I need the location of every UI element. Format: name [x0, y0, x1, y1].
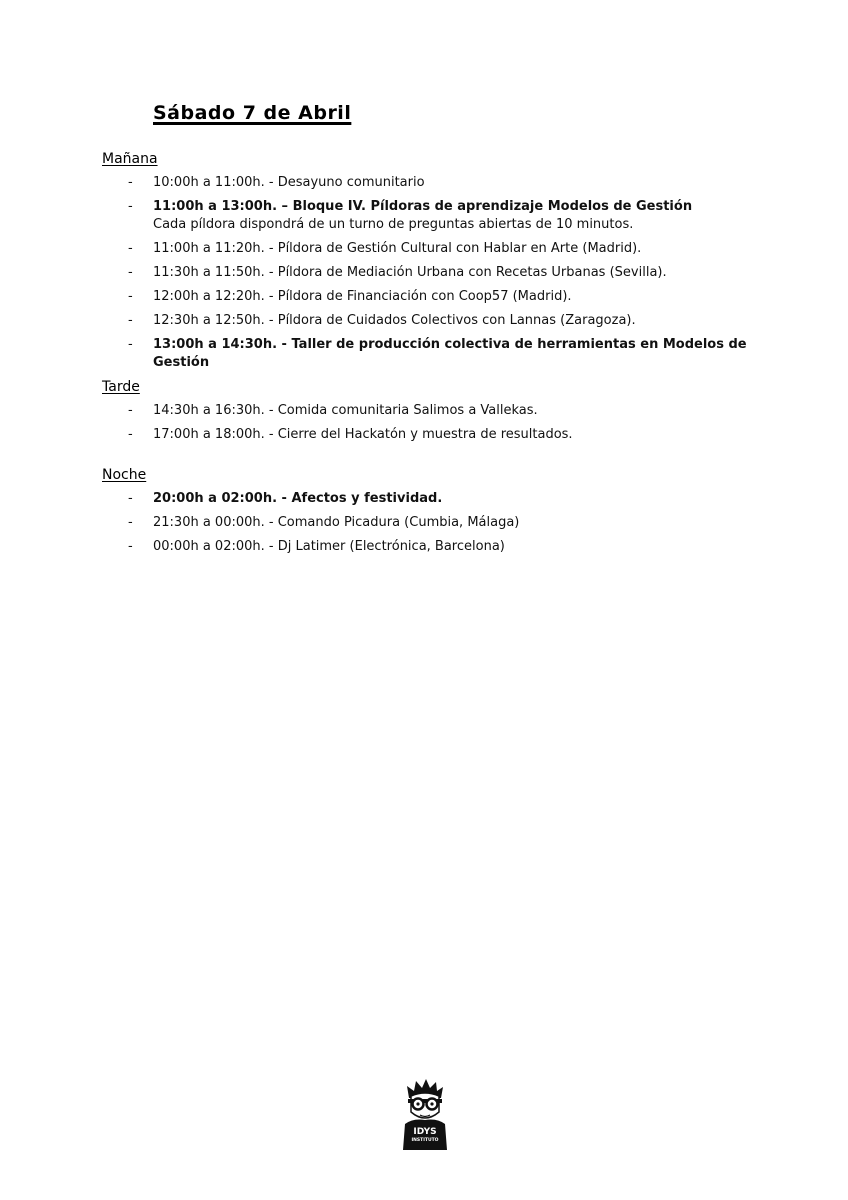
section-heading-tarde: Tarde — [102, 379, 140, 395]
section-heading-noche: Noche — [102, 467, 147, 483]
schedule-list-tarde — [102, 402, 802, 444]
section-noche — [102, 465, 802, 562]
list-item — [102, 240, 802, 258]
item-text: 17:00h a 18:00h. - Cierre del Hackatón y muestra de resultados. — [153, 427, 573, 442]
bullet-dash: - — [128, 175, 133, 190]
bullet-dash: - — [128, 491, 133, 506]
section-heading-manana: Mañana — [102, 151, 158, 167]
bullet-dash: - — [128, 403, 133, 418]
list-item — [102, 174, 802, 192]
item-text: 20:00h a 02:00h. - Afectos y festividad. — [153, 491, 443, 506]
bullet-dash: - — [128, 515, 133, 530]
list-item — [102, 490, 802, 508]
item-text: 13:00h a 14:30h. - Taller de producción colectiva de herramientas en Modelos de Gestión — [153, 337, 747, 370]
item-subtext: Cada píldora dispondrá de un turno de preguntas abiertas de 10 minutos. — [153, 217, 634, 232]
logo-text-idys: IDYS — [413, 1127, 437, 1137]
item-text: 12:30h a 12:50h. - Píldora de Cuidados Colectivos con Lannas (Zaragoza). — [153, 313, 636, 328]
item-text: 11:00h a 11:20h. - Píldora de Gestión Cultural con Hablar en Arte (Madrid). — [153, 241, 642, 256]
page-title: Sábado 7 de Abril — [153, 102, 352, 124]
section-tarde — [102, 377, 802, 450]
section-manana — [102, 149, 802, 378]
bullet-dash: - — [128, 427, 133, 442]
bullet-dash: - — [128, 265, 133, 280]
list-item — [102, 336, 802, 372]
item-text: 10:00h a 11:00h. - Desayuno comunitario — [153, 175, 425, 190]
schedule-list-noche — [102, 490, 802, 556]
list-item — [102, 288, 802, 306]
list-item — [102, 312, 802, 330]
item-text: 00:00h a 02:00h. - Dj Latimer (Electrónica, Barcelona) — [153, 539, 505, 554]
list-item — [102, 514, 802, 532]
bullet-dash: - — [128, 289, 133, 304]
list-item — [102, 198, 802, 234]
bullet-dash: - — [128, 539, 133, 554]
schedule-list-manana — [102, 174, 802, 372]
list-item — [102, 402, 802, 420]
idys-logo-icon — [399, 1078, 451, 1150]
item-text: 14:30h a 16:30h. - Comida comunitaria Salimos a Vallekas. — [153, 403, 538, 418]
list-item — [102, 538, 802, 556]
item-text: 21:30h a 00:00h. - Comando Picadura (Cumbia, Málaga) — [153, 515, 520, 530]
bullet-dash: - — [128, 313, 133, 328]
bullet-dash: - — [128, 241, 133, 256]
bullet-dash: - — [128, 199, 133, 214]
list-item — [102, 426, 802, 444]
logo-text-instituto: INSTITUTO — [411, 1138, 439, 1143]
list-item — [102, 264, 802, 282]
item-text: 12:00h a 12:20h. - Píldora de Financiación con Coop57 (Madrid). — [153, 289, 572, 304]
bullet-dash: - — [128, 337, 133, 352]
item-text: 11:00h a 13:00h. – Bloque IV. Píldoras de aprendizaje Modelos de Gestión — [153, 199, 693, 214]
item-text: 11:30h a 11:50h. - Píldora de Mediación Urbana con Recetas Urbanas (Sevilla). — [153, 265, 667, 280]
